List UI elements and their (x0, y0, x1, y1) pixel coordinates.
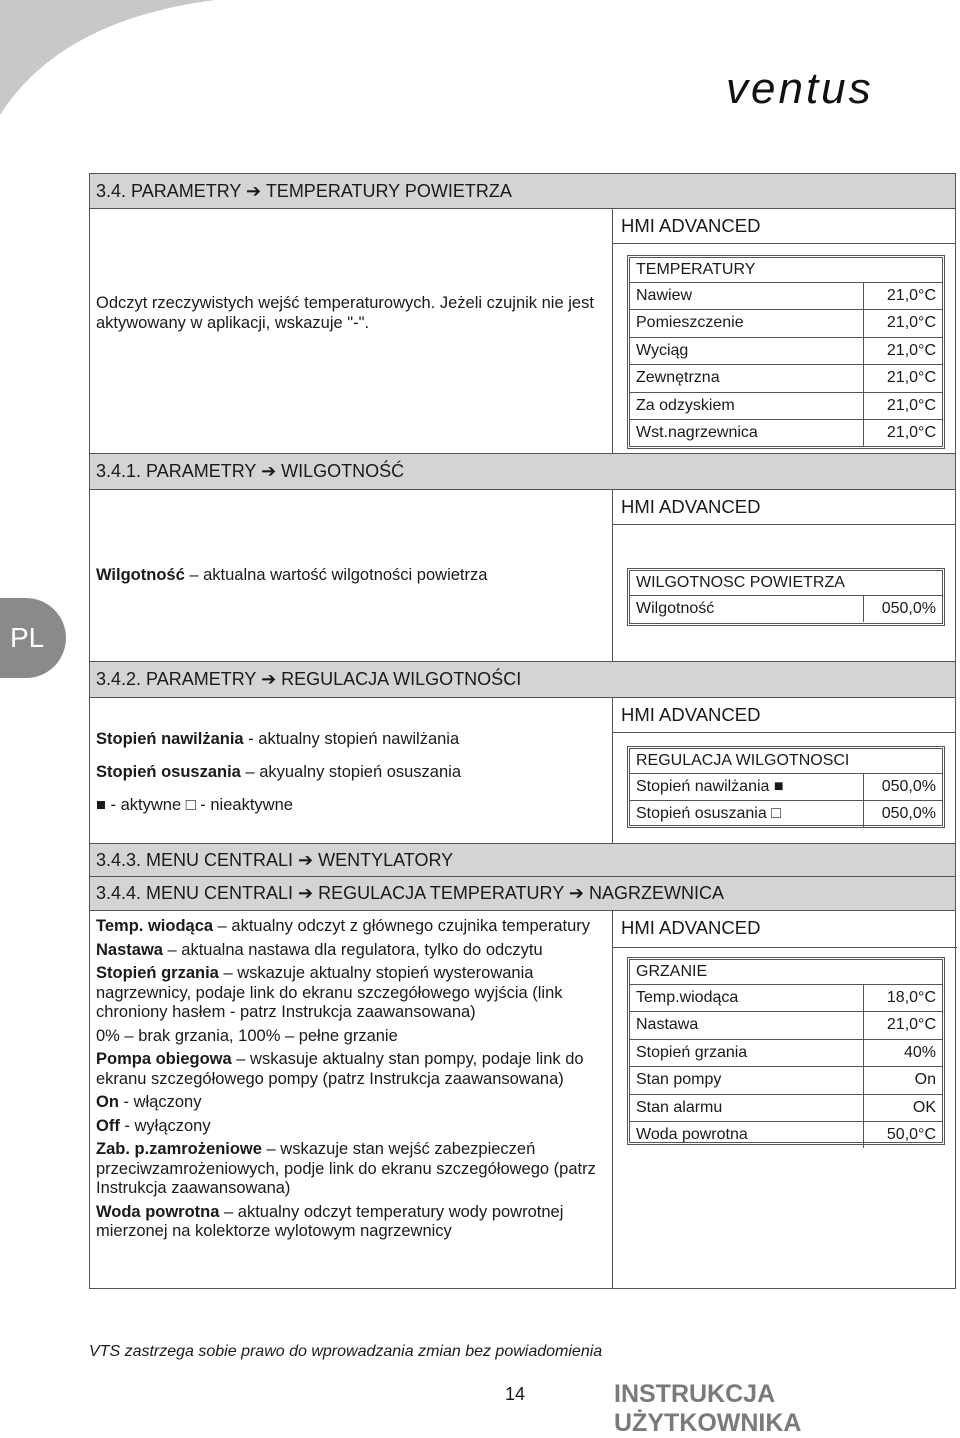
hmi-divider (613, 947, 957, 948)
table-row: Zewnętrzna 21,0°C (630, 364, 942, 391)
hmi-humidity (612, 490, 956, 661)
paragraph: Pompa obiegowa – wskasuje aktualny stan pompy, podaje link do ekranu szczegółowego pompy (patrz Instrukcja zaawansowana) (96, 1050, 584, 1088)
hmi-title: HMI ADVANCED (613, 698, 956, 733)
paragraph: Off - wyłączony (96, 1116, 211, 1135)
panel-title: WILGOTNOSC POWIETRZA (636, 574, 845, 591)
legend-line: ■ - aktywne □ - nieaktywne (96, 796, 293, 814)
paragraph: Woda powrotna – aktualny odczyt temperatury wody powrotnej mierzonej na kolektorze wylotowym nagrzewnicy (96, 1202, 564, 1240)
paragraph: Nastawa – aktualna nastawa dla regulatora, tylko do odczytu (96, 940, 543, 959)
hmi-title: HMI ADVANCED (613, 209, 956, 244)
document-title: INSTRUKCJA UŻYTKOWNIKA (614, 1380, 802, 1437)
hmi-temperatures (612, 209, 956, 453)
hmi-humidity-control (612, 698, 956, 843)
table-row: Nastawa 21,0°C (630, 1011, 942, 1038)
hmi-title: HMI ADVANCED (621, 917, 761, 938)
hmi-title: HMI ADVANCED (613, 490, 956, 525)
page-number: 14 (505, 1384, 526, 1404)
table-row: Wyciąg 21,0°C (630, 337, 942, 364)
panel-title: REGULACJA WILGOTNOSCI (636, 752, 850, 769)
table-row: Stopień grzania 40% (630, 1039, 942, 1066)
dehumidification-line: Stopień osuszania – akyualny stopień osuszania (96, 763, 461, 781)
section-3-4-1-description: Wilgotność – aktualna wartość wilgotności powietrza (96, 566, 488, 584)
table-row: Woda powrotna 50,0°C (630, 1121, 942, 1148)
table-row: Wst.nagrzewnica 21,0°C (630, 419, 942, 446)
panel-title: GRZANIE (636, 963, 708, 980)
footer-note: VTS zastrzega sobie prawo do wprowadzania zmian bez powiadomienia (89, 1343, 603, 1360)
section-3-4-2-heading: 3.4.2. PARAMETRY ➔ REGULACJA WILGOTNOŚCI (89, 661, 956, 698)
humidity-panel (627, 568, 945, 626)
section-3-4-description: Odczyt rzeczywistych wejść temperaturowych. Jeżeli czujnik nie jest aktywowany w aplikacji, wskazuje "-". (96, 294, 594, 332)
ventus-logo: ventus (726, 64, 874, 113)
table-row: Stan alarmu OK (630, 1094, 942, 1121)
table-row: Stopień osuszania □ 050,0% (630, 800, 942, 827)
table-row: Wilgotność 050,0% (630, 595, 942, 622)
humidification-line: Stopień nawilżania - aktualny stopień nawilżania (96, 730, 460, 748)
paragraph: On - włączony (96, 1093, 202, 1111)
table-row: Za odzyskiem 21,0°C (630, 392, 942, 419)
section-3-4-3-heading: 3.4.3. MENU CENTRALI ➔ WENTYLATORY (89, 843, 956, 877)
heating-panel (627, 957, 945, 1145)
section-3-4-heading: 3.4. PARAMETRY ➔ TEMPERATURY POWIETRZA (89, 173, 956, 209)
table-row: Nawiew 21,0°C (630, 282, 942, 309)
section-3-4-1-heading: 3.4.1. PARAMETRY ➔ WILGOTNOŚĆ (89, 453, 956, 490)
paragraph: Zab. p.zamrożeniowe – wskazuje stan wejść zabezpieczeń przeciwzamrożeniowych, podje link do ekranu szczegółowego (patrz Instrukcja zaawansowana) (96, 1140, 596, 1197)
section-3-4-4-heading: 3.4.4. MENU CENTRALI ➔ REGULACJA TEMPERATURY ➔ NAGRZEWNICA (89, 876, 956, 911)
paragraph: Temp. wiodąca – aktualny odczyt z głównego czujnika temperatury (96, 917, 591, 935)
corner-decoration (0, 0, 215, 115)
paragraph: Stopień grzania – wskazuje aktualny stopień wysterowania nagrzewnicy, podaje link do ekranu szczegółowego wyjścia (link chroniony hasłem - patrz Instrukcja zaawansowana) (96, 964, 563, 1021)
panel-title: TEMPERATURY (636, 261, 756, 278)
humidity-control-panel (627, 746, 945, 828)
temperatures-panel (627, 255, 945, 449)
table-row: Pomieszczenie 21,0°C (630, 309, 942, 336)
table-row: Stopień nawilżania ■ 050,0% (630, 773, 942, 800)
paragraph: 0% – brak grzania, 100% – pełne grzanie (96, 1026, 398, 1045)
section-3-4-4-description (96, 917, 601, 1242)
hmi-heating (612, 911, 956, 1288)
table-row: Stan pompy On (630, 1066, 942, 1093)
language-tab: PL (0, 598, 66, 678)
table-row: Temp.wiodąca 18,0°C (630, 984, 942, 1011)
